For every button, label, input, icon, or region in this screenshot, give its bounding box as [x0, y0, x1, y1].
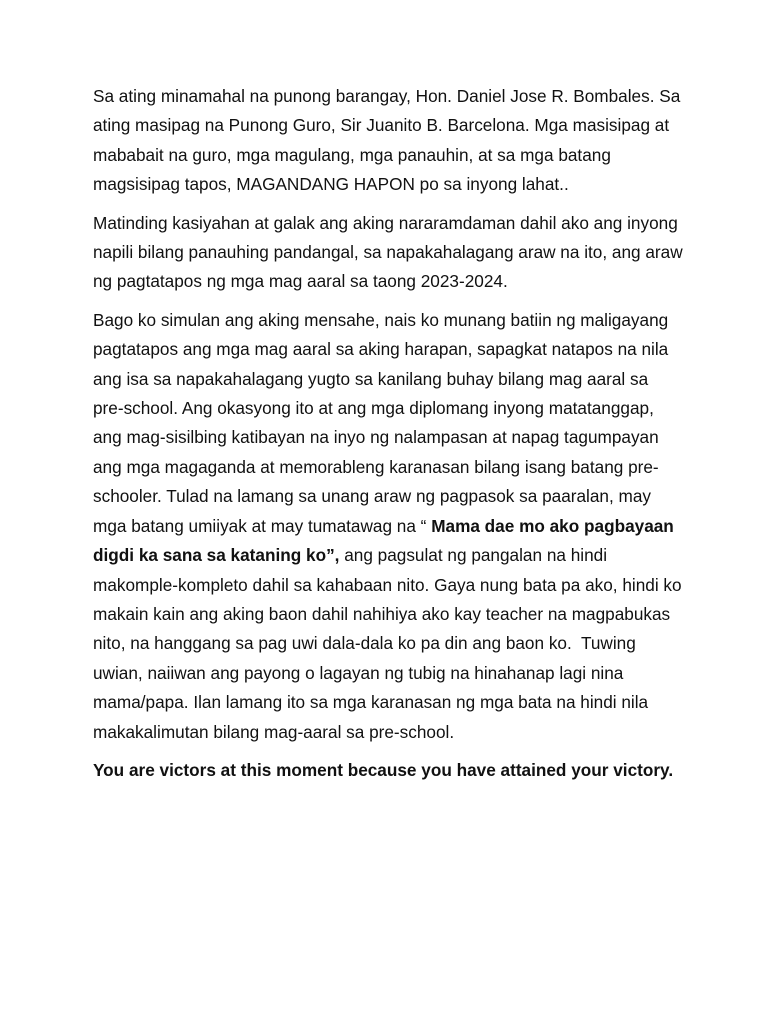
message-text-before-quote: Bago ko simulan ang aking mensahe, nais ko munang batiin ng maligayang pagtatapos ang mga mag aaral sa aking harapan, sapagkat natapos na nila ang isa sa napakahalagang yugto sa kanilang buhay bilang mag aaral sa pre-school. Ang okasyong ito at ang mga diplomang inyong matatanggap, ang mag-sisilbing katibayan na inyo ng nalampasan at napag tagumpayan ang mga magaganda at memorableng karanasan bilang isang batang pre-schooler. Tulad na lamang sa unang araw ng pagpasok sa paaralan, may mga batang umiiyak at may tumatawag na “ — [93, 309, 669, 536]
paragraph-message — [93, 306, 683, 747]
message-quote: Mama dae mo ako pagbayaan digdi ka sana sa kataning ko”, — [93, 515, 674, 566]
paragraph-closing: You are victors at this moment because you have attained your victory. — [93, 759, 674, 780]
paragraph-gratitude: Matinding kasiyahan at galak ang aking nararamdaman dahil ako ang inyong napili bilang panauhing pandangal, sa napakahalagang araw na ito, ang araw ng pagtatapos ng mga mag aaral sa taong 2023-2024. — [93, 212, 683, 292]
document-body — [93, 82, 683, 794]
message-text-after-quote: ang pagsulat ng pangalan na hindi makomple-kompleto dahil sa kahabaan nito. Gaya nung bata pa ako, hindi ko makain kain ang aking baon dahil nahihiya ako kay teacher na magpabukas nito, na hanggang sa pag uwi dala-dala ko pa din ang baon ko. Tuwing uwian, naiiwan ang payong o lagayan ng tubig na hinahanap lagi nina mama/papa. Ilan lamang ito sa mga karanasan ng mga bata na hindi nila makakalimutan bilang mag-aaral sa pre-school. — [93, 545, 682, 742]
paragraph-greeting: Sa ating minamahal na punong barangay, Hon. Daniel Jose R. Bombales. Sa ating masipag na Punong Guro, Sir Juanito B. Barcelona. Mga masisipag at mababait na guro, mga magulang, mga panauhin, at sa mga batang magsisipag tapos, MAGANDANG HAPON po sa inyong lahat.. — [93, 86, 681, 195]
